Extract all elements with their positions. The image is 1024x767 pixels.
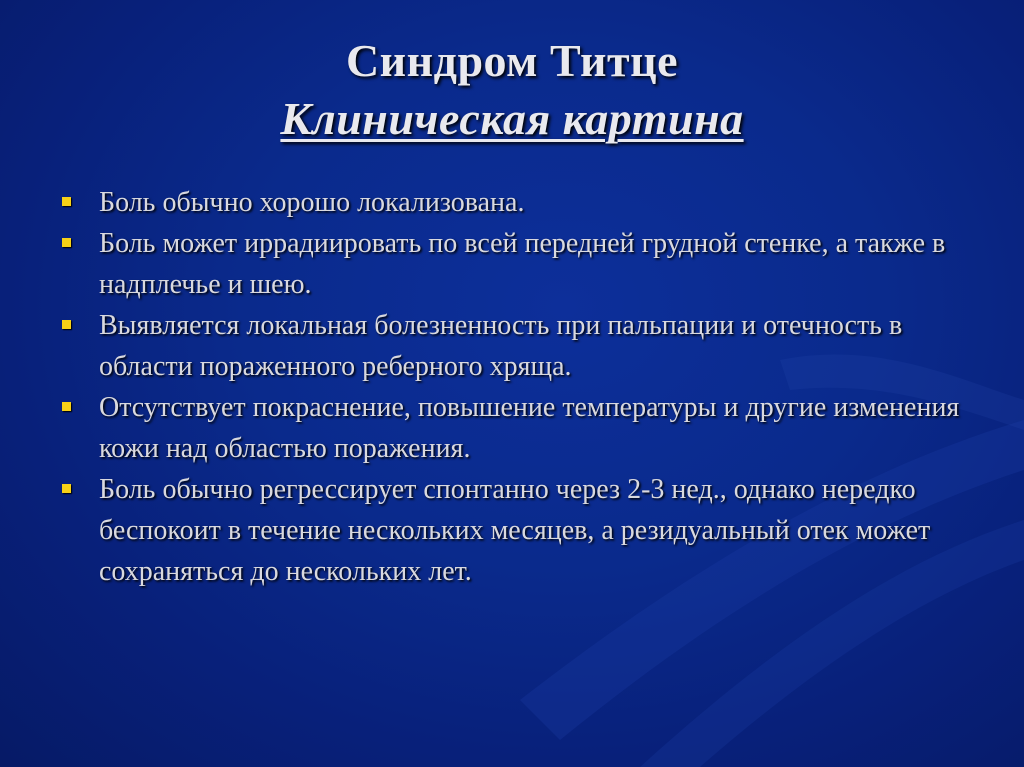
title-block (0, 32, 1024, 148)
bullet-text: Боль может иррадиировать по всей передней грудной стенке, а также в надплечье и шею. (99, 228, 946, 300)
slide-title: Синдром Титце (345, 35, 679, 86)
bullet-text: Выявляется локальная болезненность при пальпации и отечность в области пораженного реберного хряща. (99, 310, 903, 382)
square-bullet-icon (62, 238, 71, 247)
square-bullet-icon (62, 402, 71, 411)
bullet-text: Отсутствует покраснение, повышение температуры и другие изменения кожи над областью поражения. (99, 392, 960, 464)
bullet-list (62, 182, 982, 592)
bullet-item (62, 387, 982, 469)
square-bullet-icon (62, 320, 71, 329)
bullet-item (62, 469, 982, 592)
bullet-text: Боль обычно хорошо локализована. (99, 187, 525, 218)
square-bullet-icon (62, 197, 71, 206)
bullet-item (62, 305, 982, 387)
square-bullet-icon (62, 484, 71, 493)
bullet-item (62, 223, 982, 305)
bullet-item (62, 182, 982, 223)
bullet-text: Боль обычно регрессирует спонтанно через 2-3 нед., однако нередко беспокоит в течение нескольких месяцев, а резидуальный отек может сохраняться до нескольких лет. (99, 474, 931, 587)
slide-subtitle: Клиническая картина (280, 93, 744, 144)
